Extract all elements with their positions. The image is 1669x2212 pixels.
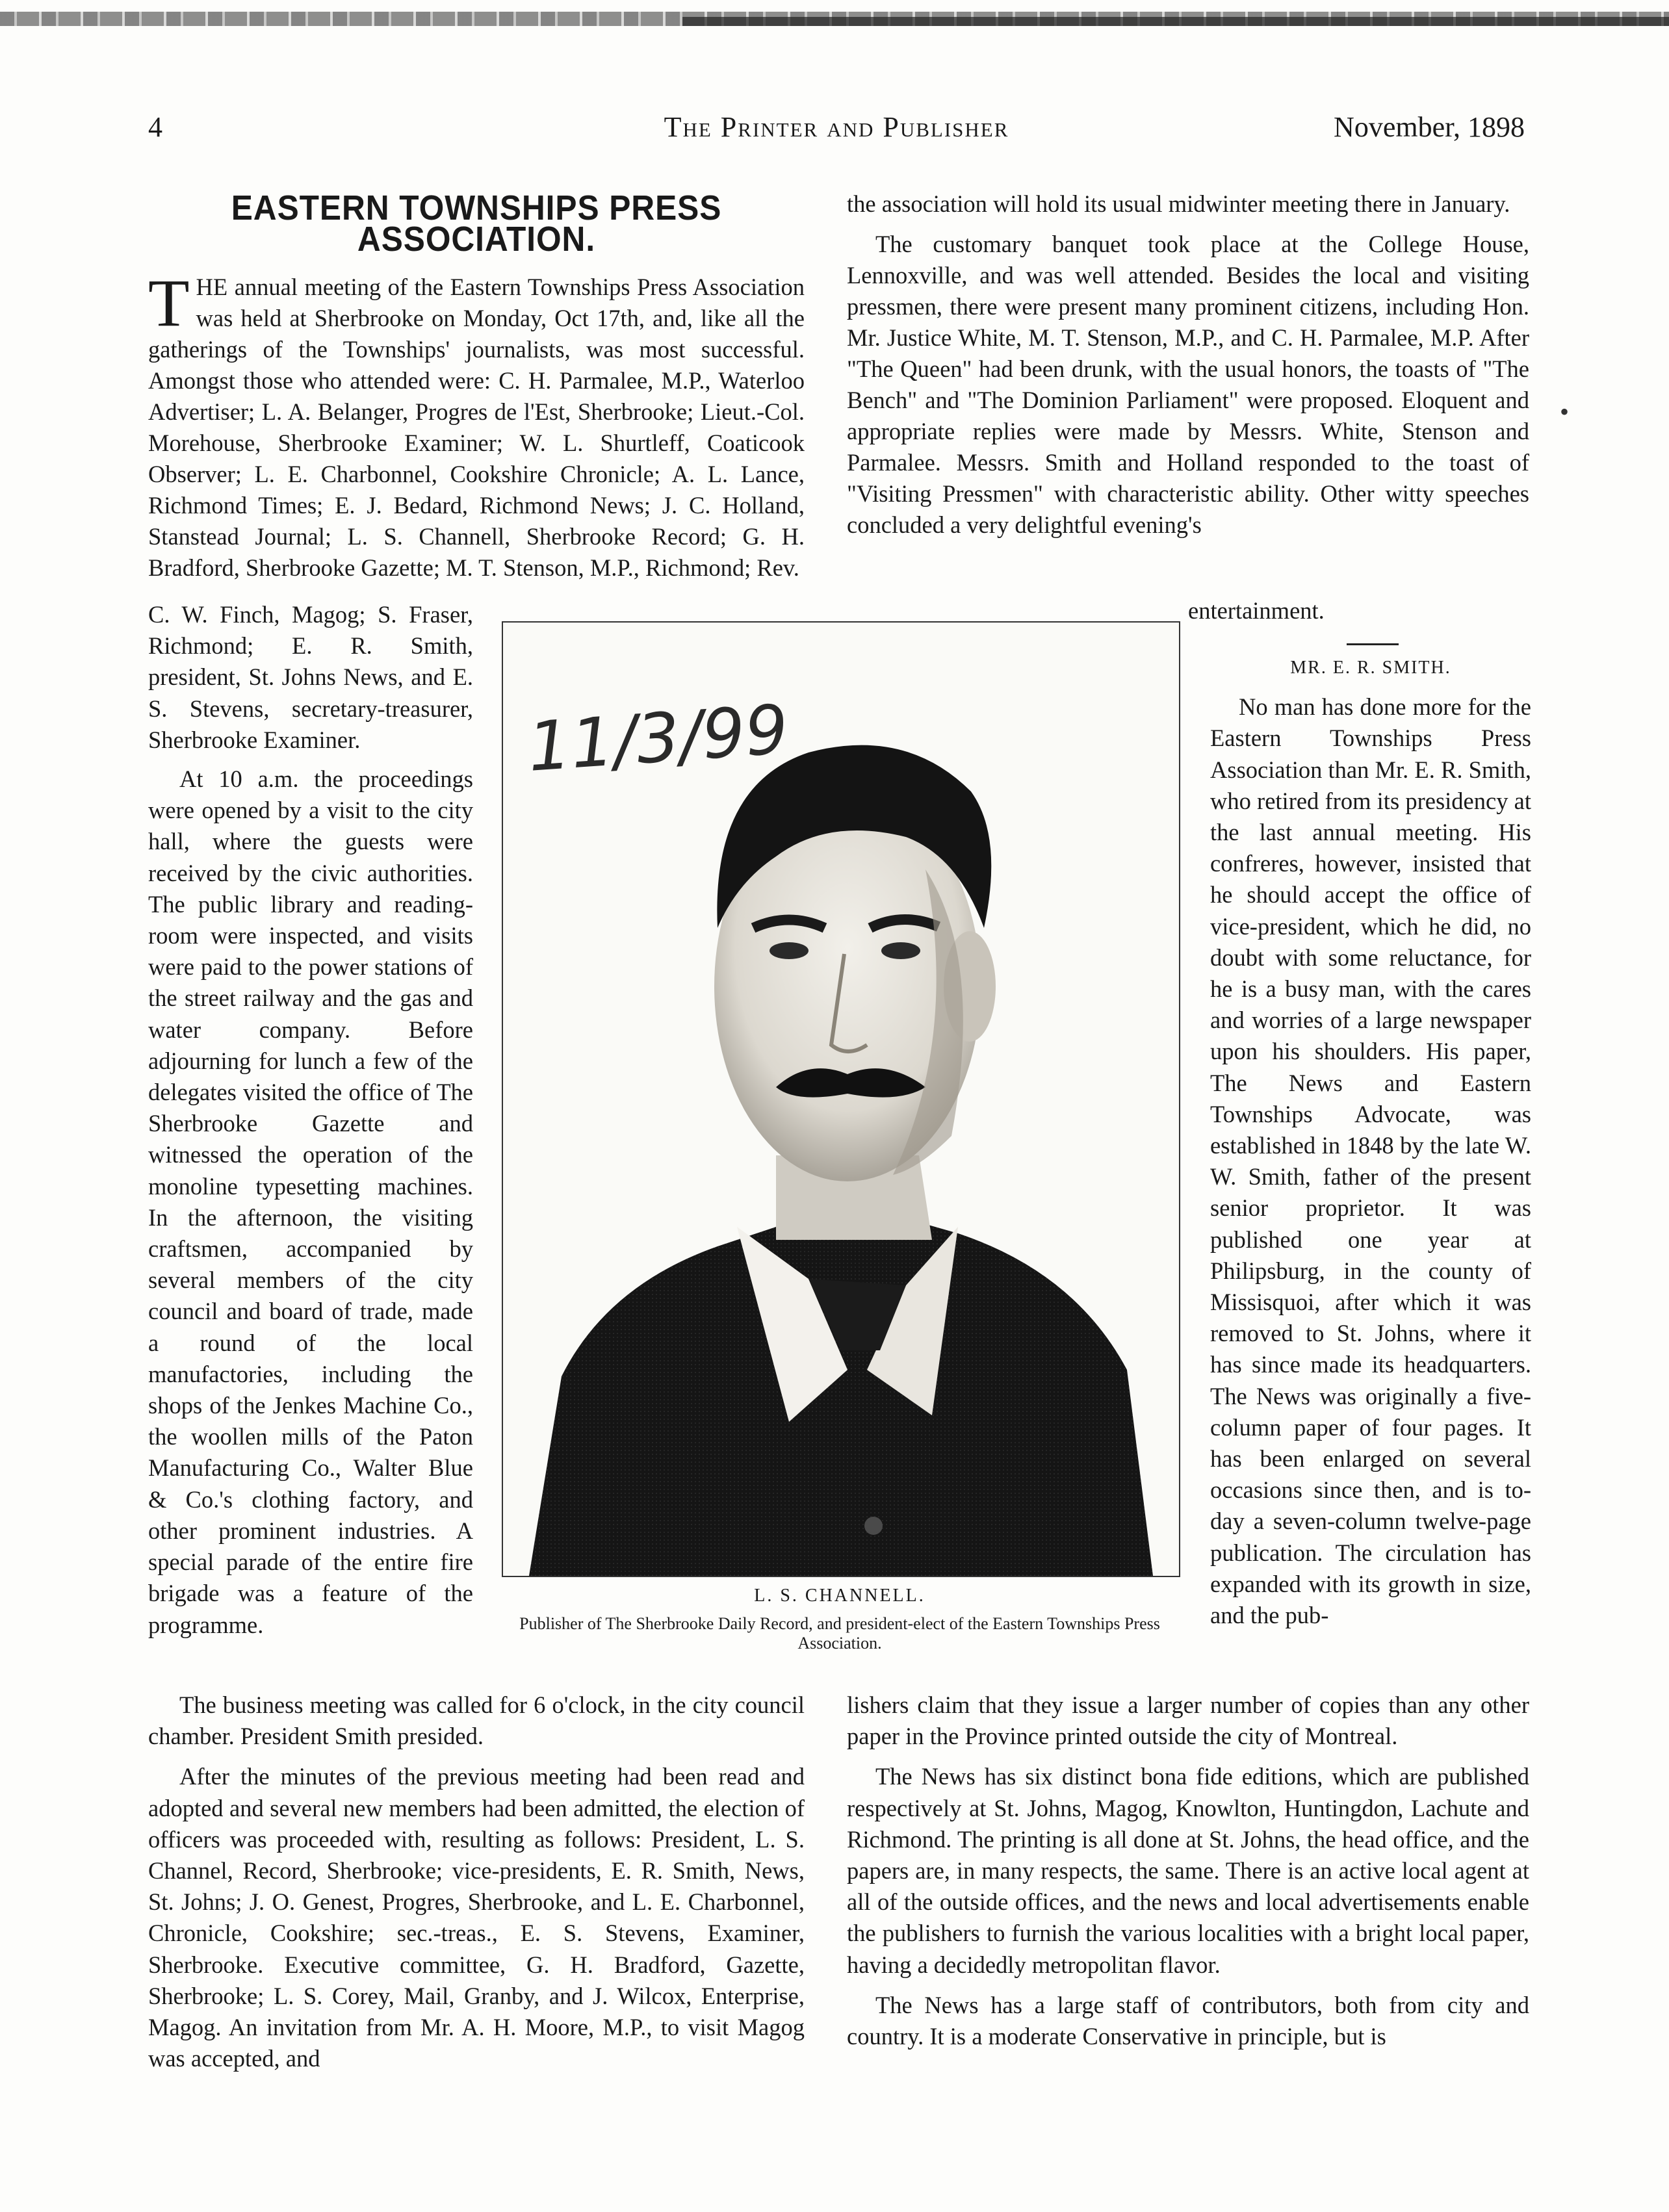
article-title: EASTERN TOWNSHIPS PRESS ASSOCIATION. — [231, 188, 722, 259]
visit-paragraph: At 10 a.m. the proceedings were opened by a visit to the city hall, where the guests were received by the civic authorities. The public library and reading-room were inspected, and visits were paid to the power stations of the street railway and the gas and water company. Before adjourning for lunch a few of the delegates visited the office of The Sherbrooke Gazette and witnessed the operation of the monoline typesetting machines. In the afternoon, the visiting craftsmen, accompanied by several members of the city council and board of trade, made a round of the local manufactories, including the shops of the Jenkes Machine Co., the woollen mills of the Paton Manufacturing Co., Walter Blue & Co.'s clothing factory, and other prominent industries. A special parade of the entire fire brigade was a feature of the programme. — [148, 765, 473, 1638]
issue-date: November, 1898 — [1334, 111, 1525, 143]
staff-paragraph: The News has a large staff of contributors, both from city and country. It is a moderate Conservative in principle, but is — [847, 1991, 1529, 2050]
banquet-paragraph: The customary banquet took place at the College House, Lennoxville, and was well attended. Besides the local and visiting pressmen, there were present many prominent citizens, including Hon. Mr. Justice White, M. T. Stenson, M.P., and C. H. Parmalee, M.P. After "The Queen" had been drunk, with the usual honors, the toasts of "The Bench" and "The Dominion Parliament" were proposed. Eloquent and appropriate replies were made by Messrs. White, Stenson and Parmalee. Messrs. Smith and Holland responded to the toast of "Visiting Pressmen" with characteristic ability. Other witty speeches concluded a very delightful evening's — [847, 231, 1529, 538]
banquet-paragraph-end: entertainment. — [1188, 597, 1325, 624]
photo-caption-description: Publisher of The Sherbrooke Daily Record, and president-elect of the Eastern Townships Press Association. — [519, 1614, 1160, 1653]
scan-artifact-rule — [682, 17, 1669, 26]
section-subhead: MR. E. R. SMITH. — [1290, 658, 1451, 678]
page-number: 4 — [148, 111, 162, 143]
smith-paragraph: No man has done more for the Eastern Townships Press Association than Mr. E. R. Smith, who retired from its presidency at the last annual meeting. His confreres, however, insisted that he should accept the office of vice-president, which he did, no doubt with some reluctance, for he is a busy man, with the cares and worries of a large newspaper upon his shoulders. His paper, The News and Eastern Townships Advocate, was established in 1848 by the late W. W. Smith, father of the present senior proprietor. It was published one year at Philipsburg, in the county of Missisquoi, after which it was removed to St. Johns, where it has since made its headquarters. The News was originally a five-column paper of four pages. It has been enlarged on several occasions since then, and is to-day a seven-column twelve-page publication. The circulation has expanded with its growth in size, and the pub- — [1210, 693, 1531, 1629]
business-paragraph: The business meeting was called for 6 o'clock, in the city council chamber. President Smith presided. — [148, 1691, 805, 1750]
midwinter-paragraph: the association will hold its usual midwinter meeting there in January. — [847, 190, 1510, 217]
left-column-top — [148, 188, 805, 593]
intro-text: HE annual meeting of the Eastern Townships Press Association was held at Sherbrooke on Monday, Oct 17th, and, like all the gatherings of the Townships' journalists, was most successful. Amongst those who attended were: C. H. Parmalee, M.P., Waterloo Advertiser; L. A. Belanger, Progres de l'Est, Sherbrooke; Lieut.-Col. Morehouse, Sherbrooke Examiner; W. L. Shurtleff, Coaticook Observer; L. E. Charbonnel, Cookshire Chronicle; A. L. Lance, Richmond Times; E. J. Bedard, Richmond News; J. C. Holland, Stanstead Journal; L. S. Channell, Sherbrooke Record; G. H. Bradford, Sherbrooke Gazette; M. T. Stenson, M.P., Richmond; Rev. — [148, 274, 805, 581]
page-header — [148, 110, 1525, 149]
right-column-top — [847, 188, 1529, 550]
right-column-bottom — [847, 1690, 1529, 2061]
editions-paragraph: The News has six distinct bona fide editions, which are published respectively at St. Johns, Magog, Knowlton, Huntingdon, Lachute and Richmond. The printing is all done at St. Johns, the head office, and the papers are, in many respects, the same. There is an active local agent at all of the outside offices, and the news and local advertisements enable the publishers to furnish the various localities with a bright local paper, having a decidedly metropolitan flavor. — [847, 1763, 1529, 1978]
left-column-bottom — [148, 1690, 805, 2083]
left-narrow-column — [148, 599, 473, 1649]
minutes-paragraph: After the minutes of the previous meeting had been read and adopted and several new members had been admitted, the election of officers was proceeded with, resulting as follows: President, L. S. Channel, Record, Sherbrooke; vice-presidents, E. R. Smith, News, St. Johns; J. O. Genest, Progres, Sherbrooke, and L. E. Charbonnel, Chronicle, Cookshire; sec.-treas., E. S. Stevens, Examiner, Sherbrooke. Executive committee, G. H. Bradford, Gazette, Sherbrooke; L. S. Corey, Mail, Granby, and J. Wilcox, Enterprise, Magog. An invitation from Mr. A. H. Moore, M.P., to visit Magog was accepted, and — [148, 1763, 805, 2072]
photo-caption-name: L. S. CHANNELL. — [754, 1586, 925, 1606]
margin-mark: • — [1560, 397, 1570, 426]
right-narrow-column — [1210, 615, 1531, 1631]
journal-title: The Printer and Publisher — [664, 111, 1009, 143]
handwritten-date-note: 11/3/99 — [525, 689, 791, 787]
drop-cap: T — [148, 266, 190, 341]
smith-paragraph-end: lishers claim that they issue a larger number of copies than any other paper in the Province printed outside the city of Montreal. — [847, 1691, 1529, 1750]
intro-paragraph — [148, 266, 805, 584]
intro-continued: C. W. Finch, Magog; S. Fraser, Richmond; E. R. Smith, president, St. Johns News, and E. S. Stevens, secretary-treasurer, Sherbrooke Examiner. — [148, 601, 473, 753]
